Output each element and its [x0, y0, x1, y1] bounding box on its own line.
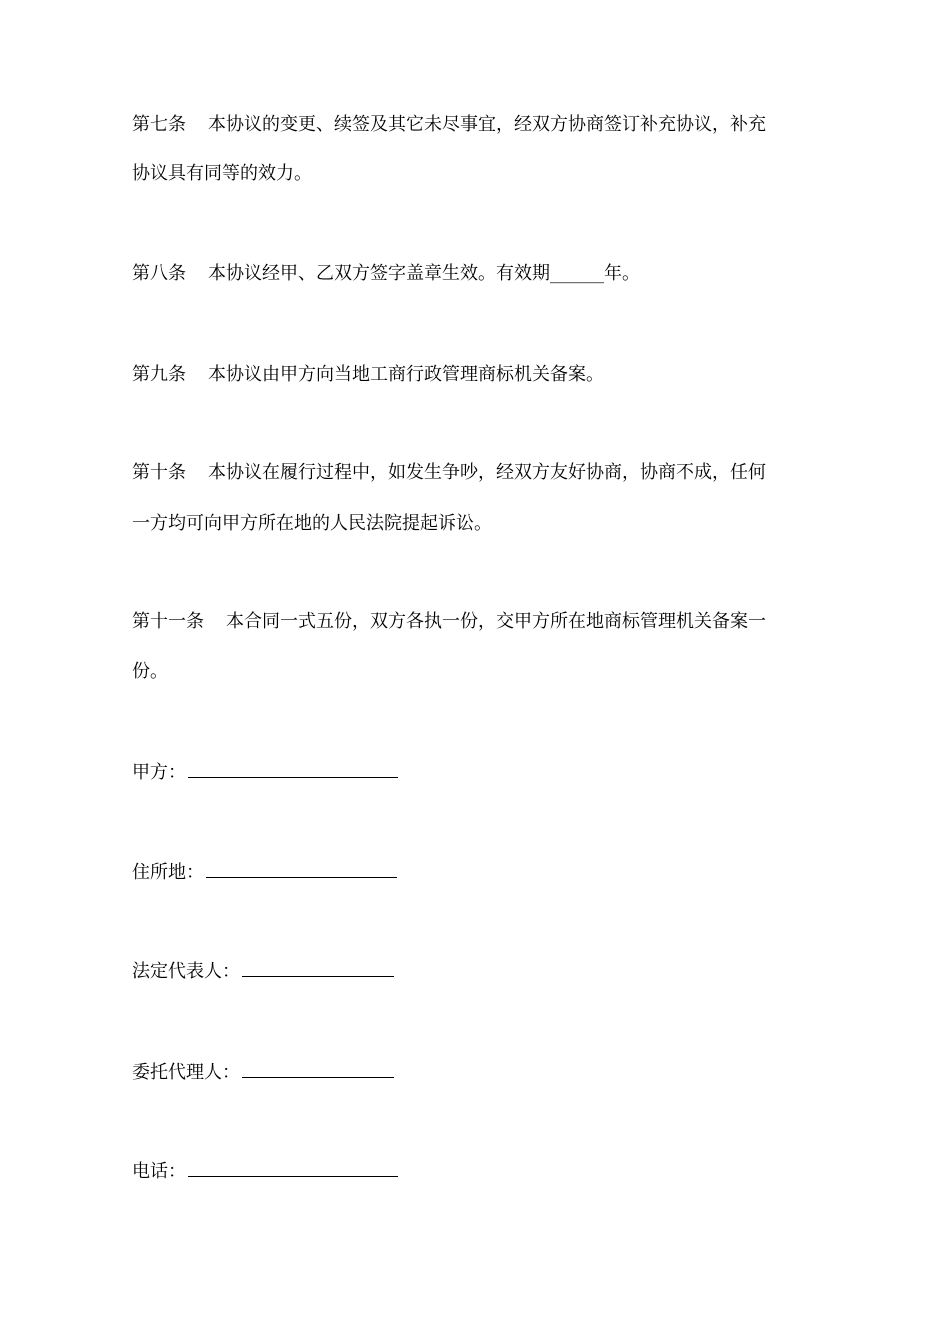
- article-7-label: 第七条: [132, 114, 186, 135]
- article-11-label: 第十一条: [132, 611, 204, 632]
- article-8-line: [132, 265, 640, 283]
- article-10-line-1: [132, 464, 766, 482]
- phone-field: [132, 1162, 398, 1181]
- phone-label: 电话：: [132, 1161, 186, 1182]
- agent-blank[interactable]: [242, 1063, 394, 1078]
- agent-field: [132, 1063, 394, 1082]
- article-7-line-2: [132, 165, 312, 183]
- article-8-label: 第八条: [132, 263, 186, 284]
- article-11-text-2: 份。: [132, 661, 168, 682]
- party-a-field: [132, 763, 398, 782]
- article-9-text: 本协议由甲方向当地工商行政管理商标机关备案。: [208, 364, 604, 385]
- party-a-blank[interactable]: [188, 763, 398, 778]
- article-7-line-1: [132, 116, 766, 134]
- article-7-text-2: 协议具有同等的效力。: [132, 163, 312, 184]
- address-field: [132, 863, 397, 882]
- legal-rep-label: 法定代表人：: [132, 961, 240, 982]
- legal-rep-field: [132, 962, 394, 981]
- party-a-label: 甲方：: [132, 762, 186, 783]
- article-8-text-after: 年。: [604, 263, 640, 284]
- phone-blank[interactable]: [188, 1162, 398, 1177]
- article-11-line-1: [132, 613, 766, 631]
- article-10-label: 第十条: [132, 462, 186, 483]
- article-11-line-2: [132, 663, 168, 681]
- article-7-text-1: 本协议的变更、续签及其它未尽事宜，经双方协商签订补充协议，补充: [208, 114, 766, 135]
- article-10-text-2: 一方均可向甲方所在地的人民法院提起诉讼。: [132, 513, 492, 534]
- address-blank[interactable]: [206, 863, 397, 878]
- article-9-label: 第九条: [132, 364, 186, 385]
- agent-label: 委托代理人：: [132, 1062, 240, 1083]
- article-9-line: [132, 366, 604, 384]
- address-label: 住所地：: [132, 862, 204, 883]
- legal-rep-blank[interactable]: [242, 962, 394, 977]
- article-8-text-before: 本协议经甲、乙双方签字盖章生效。有效期: [208, 263, 550, 284]
- article-8-blank: ______: [550, 263, 604, 284]
- article-10-text-1: 本协议在履行过程中，如发生争吵，经双方友好协商，协商不成，任何: [208, 462, 766, 483]
- article-11-text-1: 本合同一式五份，双方各执一份，交甲方所在地商标管理机关备案一: [226, 611, 766, 632]
- article-10-line-2: [132, 515, 492, 533]
